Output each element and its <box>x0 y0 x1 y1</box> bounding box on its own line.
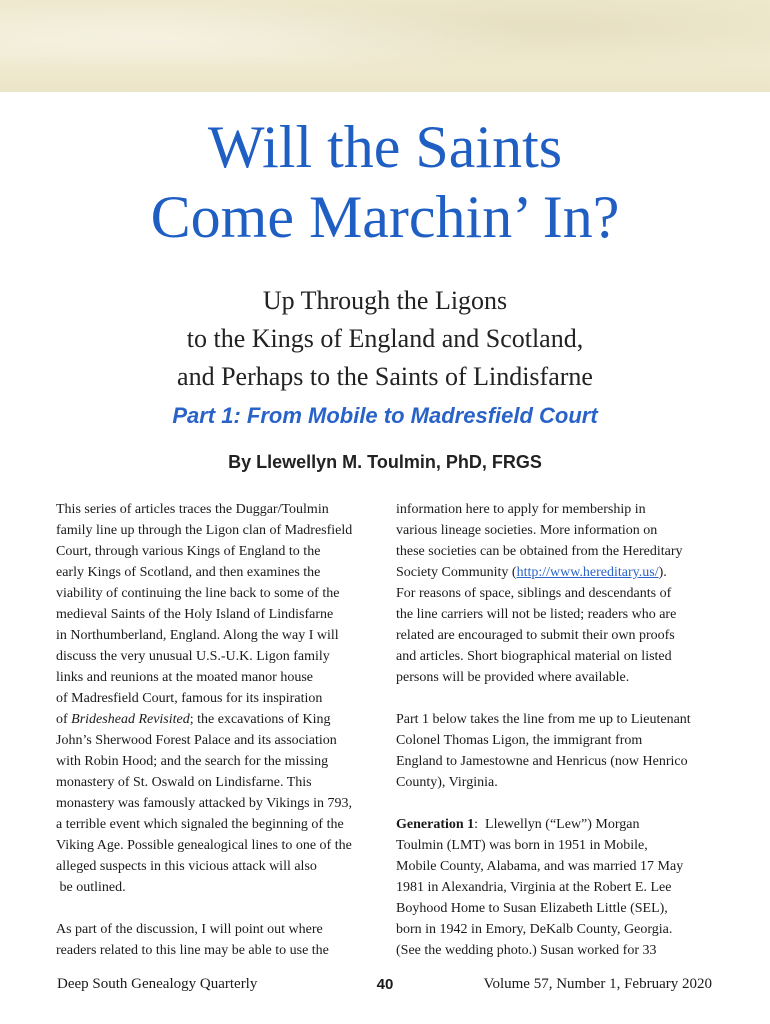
text-line: readers related to this line may be able to use the <box>56 943 329 958</box>
text-line: Mobile County, Alabama, and was married 17 May <box>396 859 684 874</box>
title-line-1: Will the Saints <box>207 114 563 180</box>
text-fragment: of <box>56 712 72 727</box>
paragraph-gap <box>396 688 716 709</box>
left-column <box>56 499 376 961</box>
text-line: County), Virginia. <box>396 775 498 790</box>
text-fragment: Society Community ( <box>396 565 517 580</box>
volume-info: Volume 57, Number 1, February 2020 <box>483 976 712 992</box>
text-line: monastery was famously attacked by Vikings in 793, <box>56 796 352 811</box>
text-line: in Northumberland, England. Along the way I will <box>56 628 339 643</box>
text-line: links and reunions at the moated manor house <box>56 670 313 685</box>
text-line: Part 1 below takes the line from me up to Lieutenant <box>396 712 691 727</box>
page-number: 40 <box>376 976 394 993</box>
hereditary-society-link[interactable]: http://www.hereditary.us/ <box>516 565 659 580</box>
paper-texture-header <box>0 0 770 92</box>
text-line: monastery of St. Oswald on Lindisfarne. This <box>56 775 312 790</box>
part-heading: Part 1: From Mobile to Madresfield Court <box>172 403 598 428</box>
text-line: Court, through various Kings of England to the <box>56 544 321 559</box>
text-line: alleged suspects in this vicious attack will also <box>56 859 317 874</box>
text-line: Toulmin (LMT) was born in 1951 in Mobile, <box>396 838 648 853</box>
text-line: For reasons of space, siblings and descendants of <box>396 586 672 601</box>
page-footer <box>0 976 770 998</box>
article-title <box>0 112 770 252</box>
text-line: various lineage societies. More information on <box>396 523 658 538</box>
text-line: Boyhood Home to Susan Elizabeth Little (SEL), <box>396 901 668 916</box>
text-line: Viking Age. Possible genealogical lines to one of the <box>56 838 352 853</box>
text-line: be outlined. <box>56 880 126 895</box>
generation-label: Generation 1 <box>396 817 475 832</box>
subtitle-line-1: Up Through the Ligons <box>262 286 508 315</box>
text-line: This series of articles traces the Duggar/Toulmin <box>56 502 329 517</box>
text-line: persons will be provided where available. <box>396 670 630 685</box>
text-line: 1981 in Alexandria, Virginia at the Robert E. Lee <box>396 880 672 895</box>
text-line: (See the wedding photo.) Susan worked for 33 <box>396 943 657 958</box>
text-line: related are encouraged to submit their own proofs <box>396 628 675 643</box>
byline: By Llewellyn M. Toulmin, PhD, FRGS <box>228 452 542 472</box>
text-line: the line carriers will not be listed; readers who are <box>396 607 677 622</box>
text-fragment: ; the excavations of King <box>189 712 331 727</box>
subtitle-line-3: and Perhaps to the Saints of Lindisfarne <box>177 362 593 391</box>
journal-name: Deep South Genealogy Quarterly <box>57 976 258 992</box>
text-line: information here to apply for membership in <box>396 502 646 517</box>
text-line-italic-title <box>56 709 376 730</box>
text-line: of Madresfield Court, famous for its inspiration <box>56 691 323 706</box>
text-line: a terrible event which signaled the beginning of the <box>56 817 344 832</box>
book-title-italic: Brideshead Revisited <box>71 712 190 727</box>
article-subtitle <box>0 282 770 396</box>
text-line: early Kings of Scotland, and then examines the <box>56 565 321 580</box>
text-line: with Robin Hood; and the search for the missing <box>56 754 329 769</box>
text-line: As part of the discussion, I will point out where <box>56 922 323 937</box>
text-line: these societies can be obtained from the Hereditary <box>396 544 683 559</box>
text-line: England to Jamestowne and Henricus (now Henrico <box>396 754 688 769</box>
text-line: born in 1942 in Emory, DeKalb County, Georgia. <box>396 922 673 937</box>
text-line: John’s Sherwood Forest Palace and its association <box>56 733 337 748</box>
paragraph-gap <box>396 793 716 814</box>
text-line: and articles. Short biographical material on listed <box>396 649 672 664</box>
text-line-generation <box>396 814 716 835</box>
text-line: family line up through the Ligon clan of Madresfield <box>56 523 353 538</box>
text-line-with-link <box>396 562 716 583</box>
text-fragment: : Llewellyn (“Lew”) Morgan <box>474 817 640 832</box>
right-column <box>396 499 716 961</box>
subtitle-line-2: to the Kings of England and Scotland, <box>186 324 584 353</box>
text-fragment: ). <box>658 565 667 580</box>
paragraph-gap <box>56 898 376 919</box>
text-line: Colonel Thomas Ligon, the immigrant from <box>396 733 643 748</box>
title-line-2: Come Marchin’ In? <box>150 184 620 250</box>
text-line: discuss the very unusual U.S.-U.K. Ligon family <box>56 649 330 664</box>
text-line: medieval Saints of the Holy Island of Lindisfarne <box>56 607 334 622</box>
text-line: viability of continuing the line back to some of the <box>56 586 340 601</box>
